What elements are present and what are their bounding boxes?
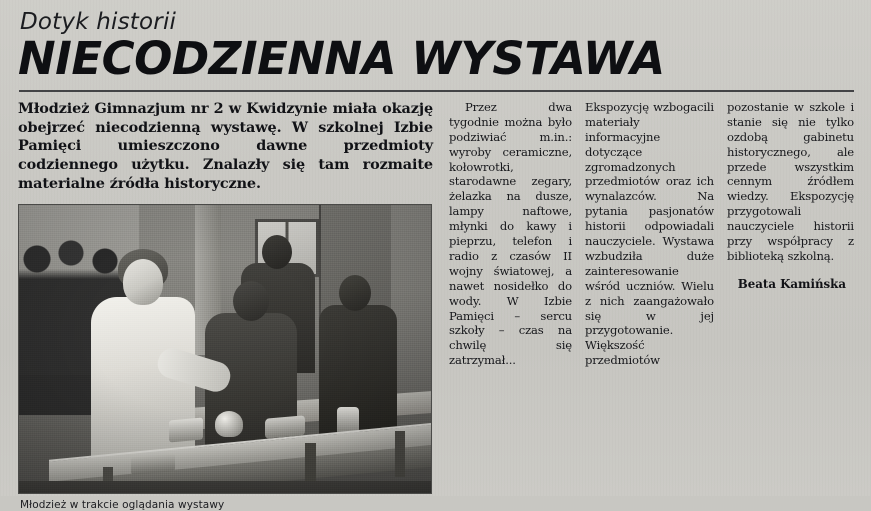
article-content xyxy=(18,100,858,511)
body-paragraph-3: pozostanie w szkole i stanie się nie tylko ozdobą gabinetu historycznego, ale przede wszystkim cennym źródłem wiedzy. Ekspozycję przygotowali nauczyciele historii przy współpracy z biblioteką szkolną. xyxy=(727,100,854,263)
column-body-1 xyxy=(443,100,579,368)
exhibition-photo xyxy=(18,204,432,494)
column-body-2 xyxy=(579,100,721,368)
article-figure xyxy=(18,204,430,511)
article-headline: NIECODZIENNA WYSTAWA xyxy=(18,32,665,86)
column-body-3 xyxy=(721,100,861,291)
body-paragraph-2: Ekspozycję wzbogacili materiały informacyjne dotyczące zgromadzonych przedmiotów oraz ich wynalazców. Na pytania pasjonatów historii odpowiadali nauczyciele. Wystawa wzbudziła duże zainteresowanie wśród uczniów. Wielu z nich zaangażowało się w jej przygotowanie. Większość przedmiotów xyxy=(585,100,714,368)
body-paragraph-1: Przez dwa tygodnie można było podziwiać m.in.: wyroby ceramiczne, kołowrotki, starodawne zegary, żelazka na dusze, lampy naftowe, młynki do kawy i pieprzu, telefon i radio z czasów II wojny światowej, a nawet nosidełko do wody. W Izbie Pamięci – sercu szkoły – czas na chwilę się zatrzymał... xyxy=(449,100,572,368)
column-left xyxy=(18,100,443,511)
article-lede: Młodzież Gimnazjum nr 2 w Kwidzynie miała okazję obejrzeć niecodzienną wystawę. W szkolnej Izbie Pamięci umieszczono dawne przedmioty codziennego użytku. Znalazły się tam rozmaite materialne źródła historyczne. xyxy=(18,100,433,192)
photo-caption: Młodzież w trakcie oglądania wystawy xyxy=(20,498,225,511)
photo-vignette xyxy=(19,205,431,493)
article-kicker: Dotyk historii xyxy=(20,9,177,35)
article-byline: Beata Kamińska xyxy=(737,276,846,291)
header-divider-rule xyxy=(19,90,854,92)
